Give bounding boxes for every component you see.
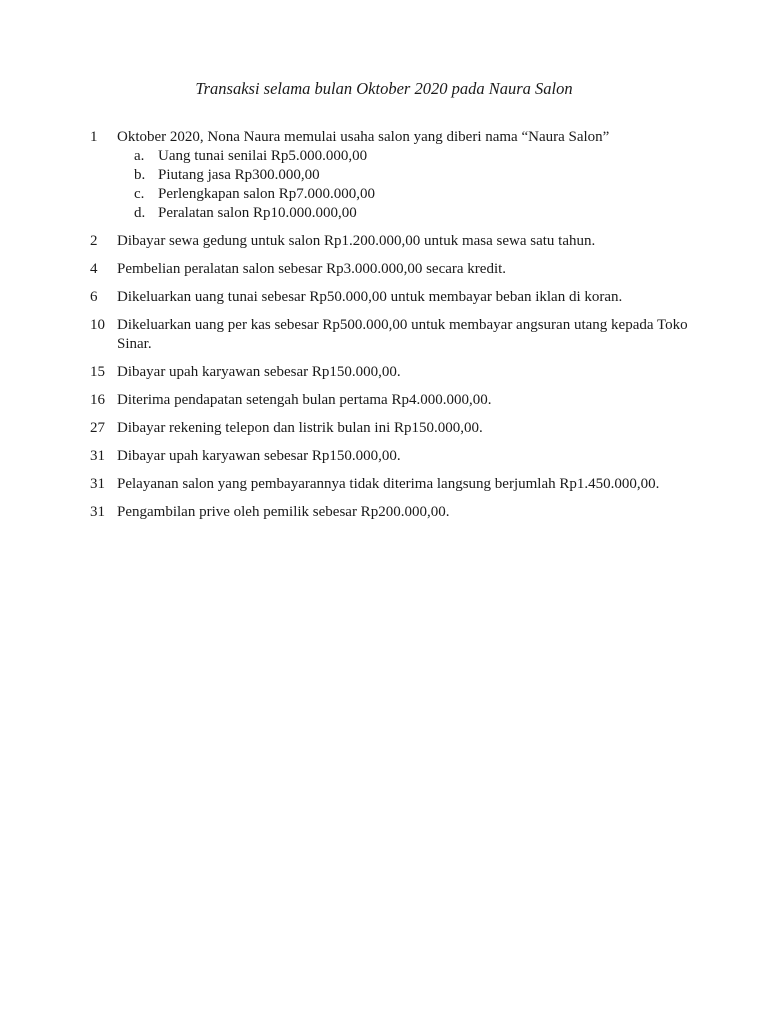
sub-item-letter: b. bbox=[134, 167, 146, 183]
transaction-description: Pengambilan prive oleh pemilik sebesar Rp200.000,00. bbox=[117, 504, 450, 520]
transaction-description: Pelayanan salon yang pembayarannya tidak diterima langsung berjumlah Rp1.450.000,00. bbox=[117, 476, 660, 492]
transaction-description: Dibayar sewa gedung untuk salon Rp1.200.000,00 untuk masa sewa satu tahun. bbox=[117, 233, 596, 249]
transaction-description: Diterima pendapatan setengah bulan pertama Rp4.000.000,00. bbox=[117, 392, 492, 408]
transaction-day: 1 bbox=[90, 129, 98, 145]
transaction-day: 10 bbox=[90, 317, 105, 333]
transaction-day: 6 bbox=[90, 289, 98, 305]
transaction-day: 27 bbox=[90, 420, 105, 436]
transaction-description: Dibayar upah karyawan sebesar Rp150.000,00. bbox=[117, 448, 401, 464]
sub-item bbox=[117, 185, 690, 204]
transaction-list bbox=[90, 128, 690, 531]
transaction-description: Dikeluarkan uang per kas sebesar Rp500.000,00 untuk membayar angsuran utang kepada Toko Sinar. bbox=[117, 317, 688, 352]
transaction-description-block bbox=[117, 128, 690, 223]
transaction-day: 4 bbox=[90, 261, 98, 277]
page-title: Transaksi selama bulan Oktober 2020 pada Naura Salon bbox=[195, 79, 573, 98]
sub-item bbox=[117, 166, 690, 185]
transaction-entry bbox=[90, 363, 690, 382]
sub-item-text: Piutang jasa Rp300.000,00 bbox=[158, 167, 320, 183]
sub-item-text: Uang tunai senilai Rp5.000.000,00 bbox=[158, 148, 368, 164]
transaction-entry bbox=[90, 316, 690, 354]
sub-item-text: Perlengkapan salon Rp7.000.000,00 bbox=[158, 186, 376, 202]
transaction-description: Dibayar upah karyawan sebesar Rp150.000,00. bbox=[117, 364, 401, 380]
transaction-description: Pembelian peralatan salon sebesar Rp3.000.000,00 secara kredit. bbox=[117, 261, 507, 277]
sub-item-letter: c. bbox=[134, 186, 145, 202]
transaction-day: 31 bbox=[90, 448, 105, 464]
sub-item-letter: d. bbox=[134, 205, 146, 221]
transaction-description: Dibayar rekening telepon dan listrik bulan ini Rp150.000,00. bbox=[117, 420, 483, 436]
transaction-entry bbox=[90, 503, 690, 522]
sub-item bbox=[117, 147, 690, 166]
sub-item-letter: a. bbox=[134, 148, 145, 164]
transaction-entry bbox=[90, 232, 690, 251]
transaction-entry bbox=[90, 260, 690, 279]
transaction-entry bbox=[90, 128, 690, 223]
transaction-day: 31 bbox=[90, 504, 105, 520]
sub-item bbox=[117, 204, 690, 223]
transaction-day: 2 bbox=[90, 233, 98, 249]
transaction-entry bbox=[90, 419, 690, 438]
transaction-day: 15 bbox=[90, 364, 105, 380]
transaction-description: Dikeluarkan uang tunai sebesar Rp50.000,00 untuk membayar beban iklan di koran. bbox=[117, 289, 623, 305]
sub-item-text: Peralatan salon Rp10.000.000,00 bbox=[158, 205, 357, 221]
transaction-day: 31 bbox=[90, 476, 105, 492]
transaction-entry bbox=[90, 288, 690, 307]
transaction-entry bbox=[90, 447, 690, 466]
transaction-description: Oktober 2020, Nona Naura memulai usaha salon yang diberi nama “Naura Salon” bbox=[117, 129, 610, 145]
transaction-day: 16 bbox=[90, 392, 105, 408]
transaction-entry bbox=[90, 475, 690, 494]
transaction-entry bbox=[90, 391, 690, 410]
